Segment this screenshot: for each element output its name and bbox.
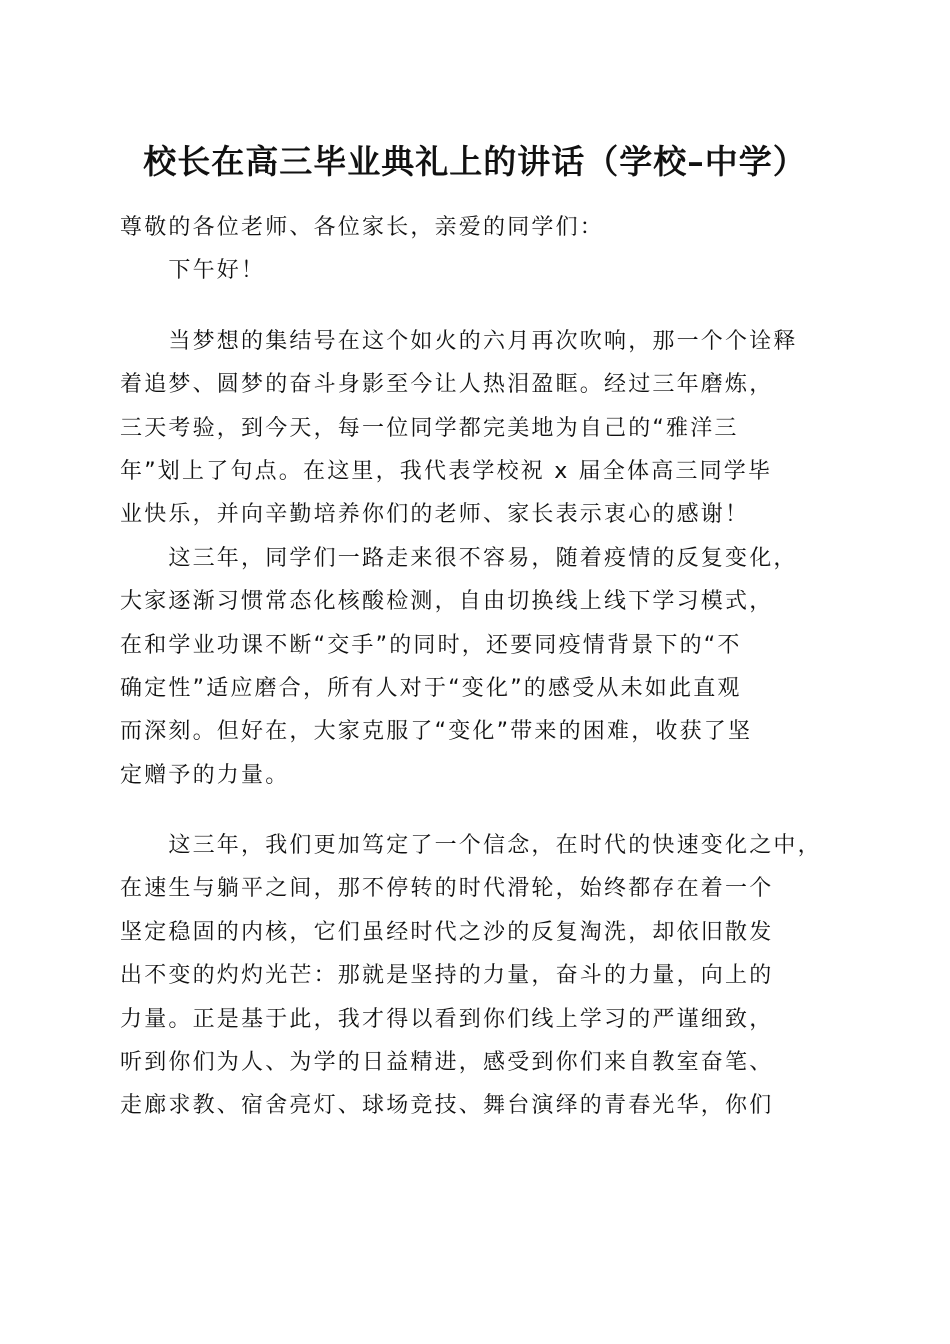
text-line: 走廊求教、宿舍亮灯、球场竞技、舞台演绎的青春光华，你们 (120, 1093, 774, 1119)
text-line: 三天考验，到今天，每一位同学都完美地为自己的“雅洋三 (120, 415, 739, 441)
greeting: 尊敬的各位老师、各位家长，亲爱的同学们： (120, 215, 605, 240)
paragraph-2 (120, 543, 840, 803)
paragraph-3 (120, 830, 840, 1134)
document-body (120, 212, 840, 1134)
text-line: 这三年，我们更加笃定了一个信念，在时代的快速变化之中， (120, 833, 822, 859)
text-line: 这三年，同学们一路走来很不容易，随着疫情的反复变化， (120, 545, 798, 571)
text-line: 大家逐渐习惯常态化核酸检测，自由切换线上线下学习模式， (120, 589, 774, 615)
text-line: 着追梦、圆梦的奋斗身影至今让人热泪盈眶。经过三年磨炼， (120, 372, 774, 398)
text-line: 而深刻。但好在，大家克服了“变化”带来的困难，收获了坚 (120, 719, 753, 745)
text-line: 确定性”适应磨合，所有人对于“变化”的感受从未如此直观 (120, 675, 742, 701)
text-line: 坚定稳固的内核，它们虽经时代之沙的反复淘洗，却依旧散发 (120, 919, 774, 945)
text-line: 听到你们为人、为学的日益精进，感受到你们来自教室奋笔、 (120, 1050, 774, 1076)
text-line: 力量。正是基于此，我才得以看到你们线上学习的严谨细致， (120, 1006, 774, 1032)
text-line: 在和学业功课不断“交手”的同时，还要同疫情背景下的“不 (120, 632, 742, 658)
text-line: 年”划上了句点。在这里，我代表学校祝 x 届全体高三同学毕 (120, 458, 773, 484)
text-line: 出不变的灼灼光芒：那就是坚持的力量，奋斗的力量，向上的 (120, 963, 774, 989)
paragraph-1 (120, 326, 840, 543)
text-line: 当梦想的集结号在这个如火的六月再次吹响，那一个个诠释 (120, 328, 798, 354)
text-line: 在速生与躺平之间，那不停转的时代滑轮，始终都存在着一个 (120, 876, 774, 902)
document-title: 校长在高三毕业典礼上的讲话（学校–中学） (143, 142, 807, 181)
salutation: 下午好！ (120, 258, 266, 284)
text-line: 业快乐，并向辛勤培养你们的老师、家长表示衷心的感谢！ (120, 502, 750, 528)
text-line: 定赠予的力量。 (120, 762, 290, 788)
